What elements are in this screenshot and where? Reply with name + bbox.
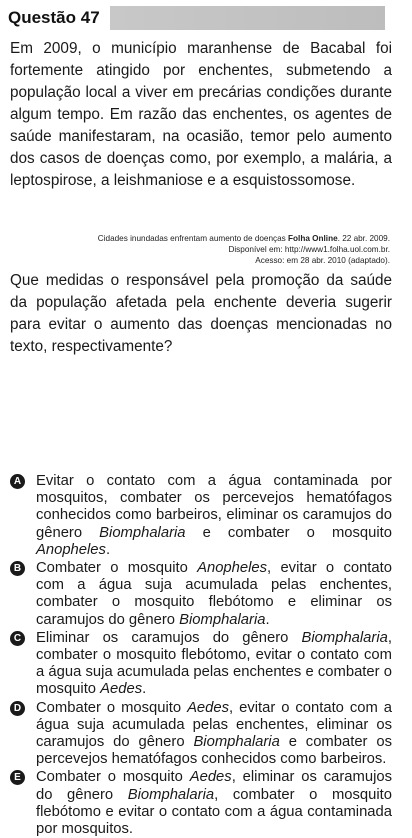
option-b-badge: B	[10, 561, 25, 576]
option-b[interactable]	[10, 560, 392, 629]
source-publication: Folha Online	[288, 234, 338, 243]
option-a-badge: A	[10, 474, 25, 489]
option-d[interactable]	[10, 700, 392, 769]
header-bar	[110, 6, 385, 30]
option-a-text: Evitar o contato com a água contaminada por mosquitos, combater os percevejos hematófagos conhecidos como barbeiros, eliminar os caramujos do gênero Biomphalaria e combater o mosquito Anopheles.	[36, 473, 393, 558]
option-b-text: Combater o mosquito Anopheles, evitar o contato com a água suja acumulada pelas enchentes, combater o mosquito flebótomo e eliminar os caramujos do gênero Biomphalaria.	[36, 560, 392, 628]
source-line-2: Disponível em: http://www1.folha.uol.com.br.	[228, 245, 390, 254]
option-e-badge: E	[10, 770, 25, 785]
option-c-text: Eliminar os caramujos do gênero Biomphalaria, combater o mosquito flebótomo, evitar o contato com a água suja acumulada pelas enchentes e combater o mosquito Aedes.	[36, 629, 392, 698]
question-stem: Em 2009, o município maranhense de Bacabal foi fortemente atingido por enchentes, submetendo a população local a viver em precárias condições durante algum tempo. Em razão das enchentes, os agentes de saúde manifestaram, na ocasião, temor pelo aumento dos casos de doenças como, por exemplo, a malária, a leptospirose, a leishmaniose e a esquistossomose.	[10, 40, 392, 189]
source-citation	[10, 233, 390, 266]
option-e[interactable]	[10, 769, 392, 838]
question-header	[8, 4, 385, 32]
source-line-1: Cidades inundadas enfrentam aumento de doenças Folha Online. 22 abr. 2009.	[97, 234, 390, 243]
source-line-3: Acesso: em 28 abr. 2010 (adaptado).	[255, 256, 390, 265]
question-title: Questão 47	[8, 8, 100, 27]
option-d-badge: D	[10, 701, 25, 716]
option-c-badge: C	[10, 631, 25, 646]
option-d-text: Combater o mosquito Aedes, evitar o contato com a água suja acumulada pelas enchentes, eliminar os caramujos do gênero Biomphalaria e combater os percevejos hematófagos conhecidos como barbeiros.	[36, 699, 392, 768]
option-a[interactable]	[10, 473, 392, 559]
question-prompt: Que medidas o responsável pela promoção da saúde da população afetada pela enchente deveria sugerir para evitar o aumento das doenças mencionadas no texto, respectivamente?	[10, 272, 392, 355]
option-e-text: Combater o mosquito Aedes, eliminar os caramujos do gênero Biomphalaria, combater o mosquito flebótomo e evitar o contato com a água contaminada por mosquitos.	[36, 769, 392, 838]
option-c[interactable]	[10, 630, 392, 699]
answer-options	[10, 473, 392, 838]
